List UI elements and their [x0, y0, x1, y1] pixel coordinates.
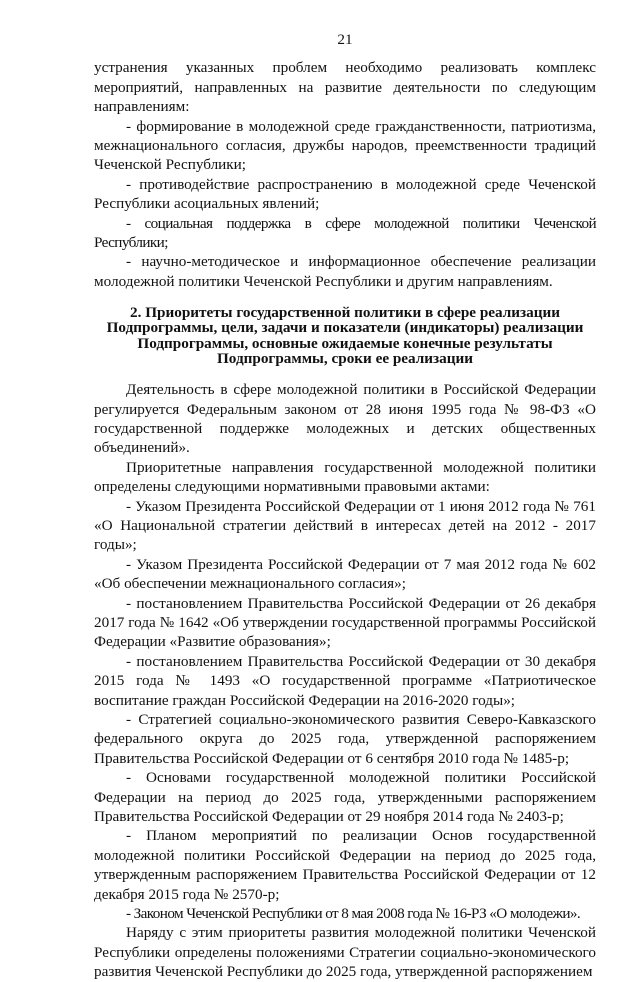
legal-act-item: - постановлением Правительства Российской Федерации от 26 декабря 2017 года № 1642 «Об утверждении государственной программы Российской Федерации «Развитие образования»; [94, 594, 596, 651]
legal-act-item: - Планом мероприятий по реализации Основ государственной молодежной политики Российской Федерации на период до 2025 года, утвержденным распоряжением Правительства Российской Федерации от 12 декабря 2015 года № 2570-р; [94, 827, 596, 903]
body-paragraph: Приоритетные направления государственной молодежной политики определены следующими нормативными правовыми актами: [94, 458, 596, 496]
legal-act-item: - Указом Президента Российской Федерации от 7 мая 2012 года № 602 «Об обеспечении межнационального согласия»; [94, 555, 596, 593]
intro-list-item: - формирование в молодежной среде гражданственности, патриотизма, межнационального согласия, дружбы народов, преемственности традиций Чеченской Республики; [94, 117, 596, 174]
page-number: 21 [337, 31, 353, 48]
body-paragraph: Деятельность в сфере молодежной политики в Российской Федерации регулируется Федеральным законом от 28 июня 1995 года № 98-ФЗ «О государственной поддержке молодежных и детских общественных объединений». [94, 381, 596, 457]
legal-act-item: - постановлением Правительства Российской Федерации от 30 декабря 2015 года № 1493 «О государственной программе «Патриотическое воспитание граждан Российской Федерации на 2016-2020 годы»; [94, 652, 596, 709]
intro-list-item: - противодействие распространению в молодежной среде Чеченской Республики асоциальных явлений; [94, 175, 596, 213]
intro-list-item: - научно-методическое и информационное обеспечение реализации молодежной политики Чеченской Республики и другим направлениям. [94, 253, 596, 290]
intro-paragraph: устранения указанных проблем необходимо реализовать комплекс мероприятий, направленных на развитие деятельности по следующим направлениям: [94, 59, 596, 116]
intro-list-item: - социальная поддержка в сфере молодежной политики Чеченской Республики; [94, 214, 596, 252]
body-paragraph: Наряду с этим приоритеты развития молодежной политики Чеченской Республики определены положениями Стратегии социально-экономического развития Чеченской Республики до 2025 года, утвержденной распоряжением [94, 924, 596, 981]
legal-act-item: - Стратегией социально-экономического развития Северо-Кавказского федерального округа до 2025 года, утвержденной распоряжением Правительства Российской Федерации от 6 сентября 2010 года № 1485-р; [94, 711, 596, 767]
legal-act-item: - Указом Президента Российской Федерации от 1 июня 2012 года № 761 «О Национальной стратегии действий в интересах детей на 2012 - 2017 годы»; [94, 497, 596, 554]
section-heading-line: Подпрограммы, цели, задачи и показатели (индикаторы) реализации [106, 319, 584, 337]
section-heading-line: Подпрограммы, сроки ее реализации [216, 349, 473, 367]
legal-act-item: - Основами государственной молодежной политики Российской Федерации на период до 2025 года, утвержденными распоряжением Правительства Российской Федерации от 29 ноября 2014 года № 2403-р; [94, 769, 596, 826]
legal-act-item: - Законом Чеченской Республики от 8 мая 2008 года № 16-РЗ «О молодежи». [126, 905, 581, 923]
section-heading-line: Подпрограммы, основные ожидаемые конечные результаты [137, 334, 553, 352]
section-heading-line: 2. Приоритеты государственной политики в сфере реализации [130, 304, 560, 322]
section-heading [94, 305, 596, 366]
